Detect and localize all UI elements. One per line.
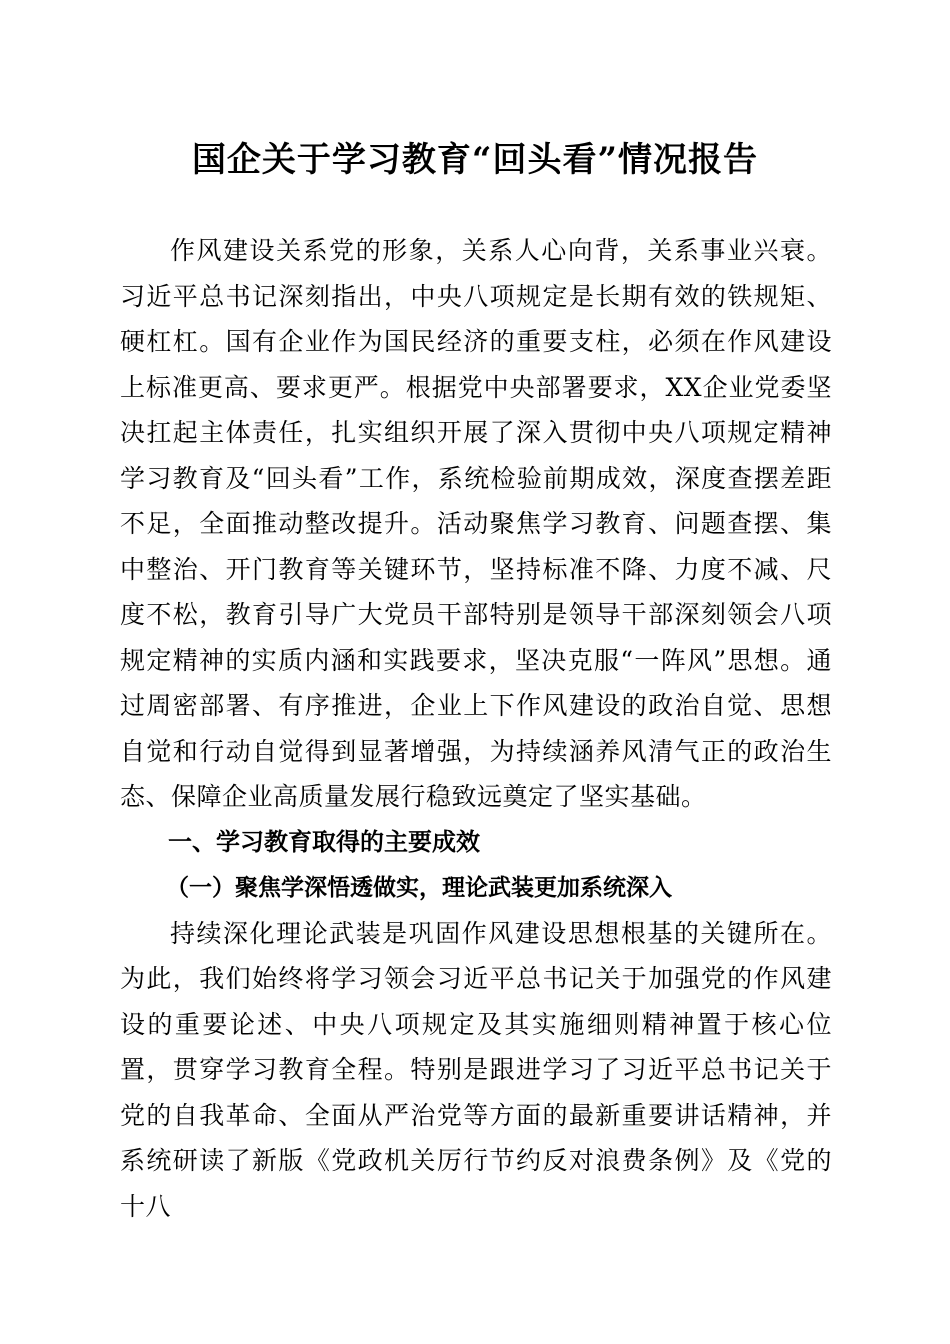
document-body [120,228,832,1229]
intro-paragraph: 作风建设关系党的形象，关系人心向背，关系事业兴衰。习近平总书记深刻指出，中央八项规定是长期有效的铁规矩、硬杠杠。国有企业作为国民经济的重要支柱，必须在作风建设上标准更高、要求更严。根据党中央部署要求，XX企业党委坚决扛起主体责任，扎实组织开展了深入贯彻中央八项规定精神学习教育及“回头看”工作，系统检验前期成效，深度查摆差距不足，全面推动整改提升。活动聚焦学习教育、问题查摆、集中整治、开门教育等关键环节，坚持标准不降、力度不减、尺度不松，教育引导广大党员干部特别是领导干部深刻领会八项规定精神的实质内涵和实践要求，坚决克服“一阵风”思想。通过周密部署、有序推进，企业上下作风建设的政治自觉、思想自觉和行动自觉得到显著增强，为持续涵养风清气正的政治生态、保障企业高质量发展行稳致远奠定了坚实基础。 [120,236,832,811]
section-heading: 一、学习教育取得的主要成效 [168,827,480,856]
subsection-heading: （一）聚焦学深悟透做实，理论武装更加系统深入 [166,874,672,901]
document-title: 国企关于学习教育“回头看”情况报告 [191,140,759,180]
subsection-paragraph: 持续深化理论武装是巩固作风建设思想根基的关键所在。为此，我们始终将学习领会习近平总书记关于加强党的作风建设的重要论述、中央八项规定及其实施细则精神置于核心位置，贯穿学习教育全程。特别是跟进学习了习近平总书记关于党的自我革命、全面从严治党等方面的最新重要讲话精神，并系统研读了新版《党政机关厉行节约反对浪费条例》及《党的十八 [120,918,832,1221]
